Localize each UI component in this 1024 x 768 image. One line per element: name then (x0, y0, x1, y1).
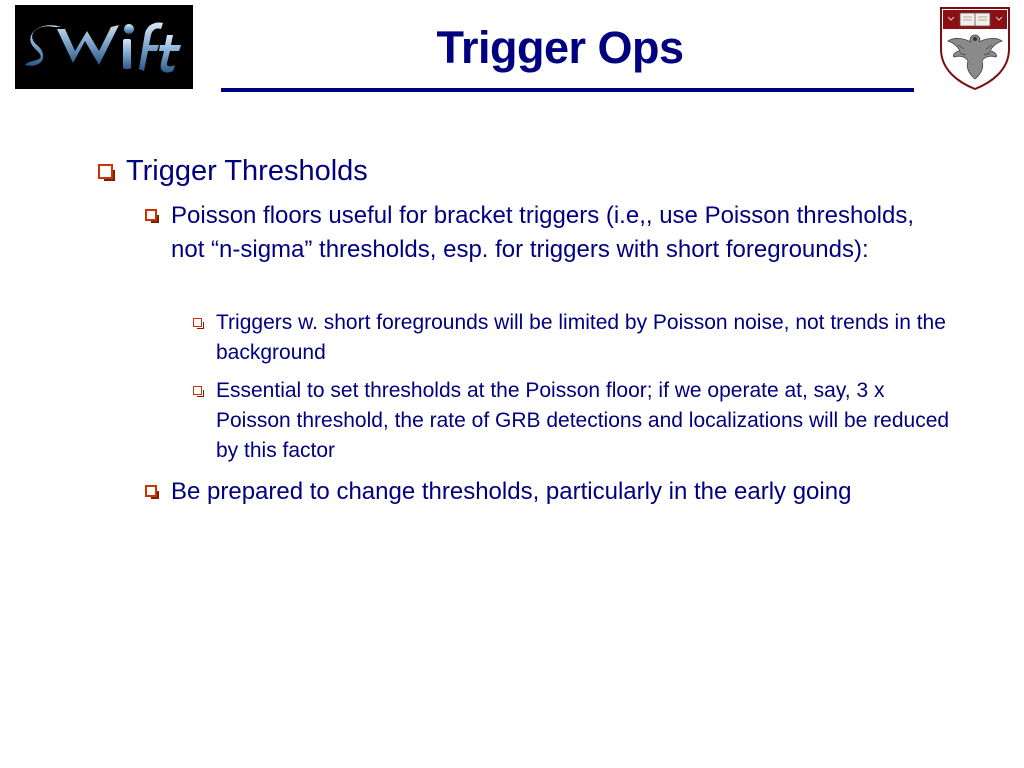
bullet-item (216, 308, 956, 368)
bullet-item (171, 199, 931, 267)
hollow-square-bullet-icon (145, 209, 157, 221)
bullet-text: Triggers w. short foregrounds will be limited by Poisson noise, not trends in the background (216, 311, 946, 364)
bullet-text: Be prepared to change thresholds, particularly in the early going (171, 478, 852, 505)
hollow-square-bullet-icon (193, 318, 202, 327)
hollow-square-bullet-icon (145, 485, 157, 497)
slide-title: Trigger Ops (436, 22, 684, 73)
hollow-square-bullet-icon (98, 164, 113, 179)
bullet-text: Poisson floors useful for bracket triggers (i.e,, use Poisson thresholds, not “n-sigma” thresholds, esp. for triggers with short foregrounds): (171, 202, 915, 263)
bullet-item (126, 154, 986, 188)
hollow-square-bullet-icon (193, 386, 202, 395)
bullet-text: Essential to set thresholds at the Poisson floor; if we operate at, say, 3 x Poisson threshold, the rate of GRB detections and localizations will be reduced by this factor (216, 379, 950, 462)
bullet-item (171, 475, 931, 509)
bullet-text: Trigger Thresholds (126, 155, 368, 187)
bullet-item (216, 376, 956, 466)
